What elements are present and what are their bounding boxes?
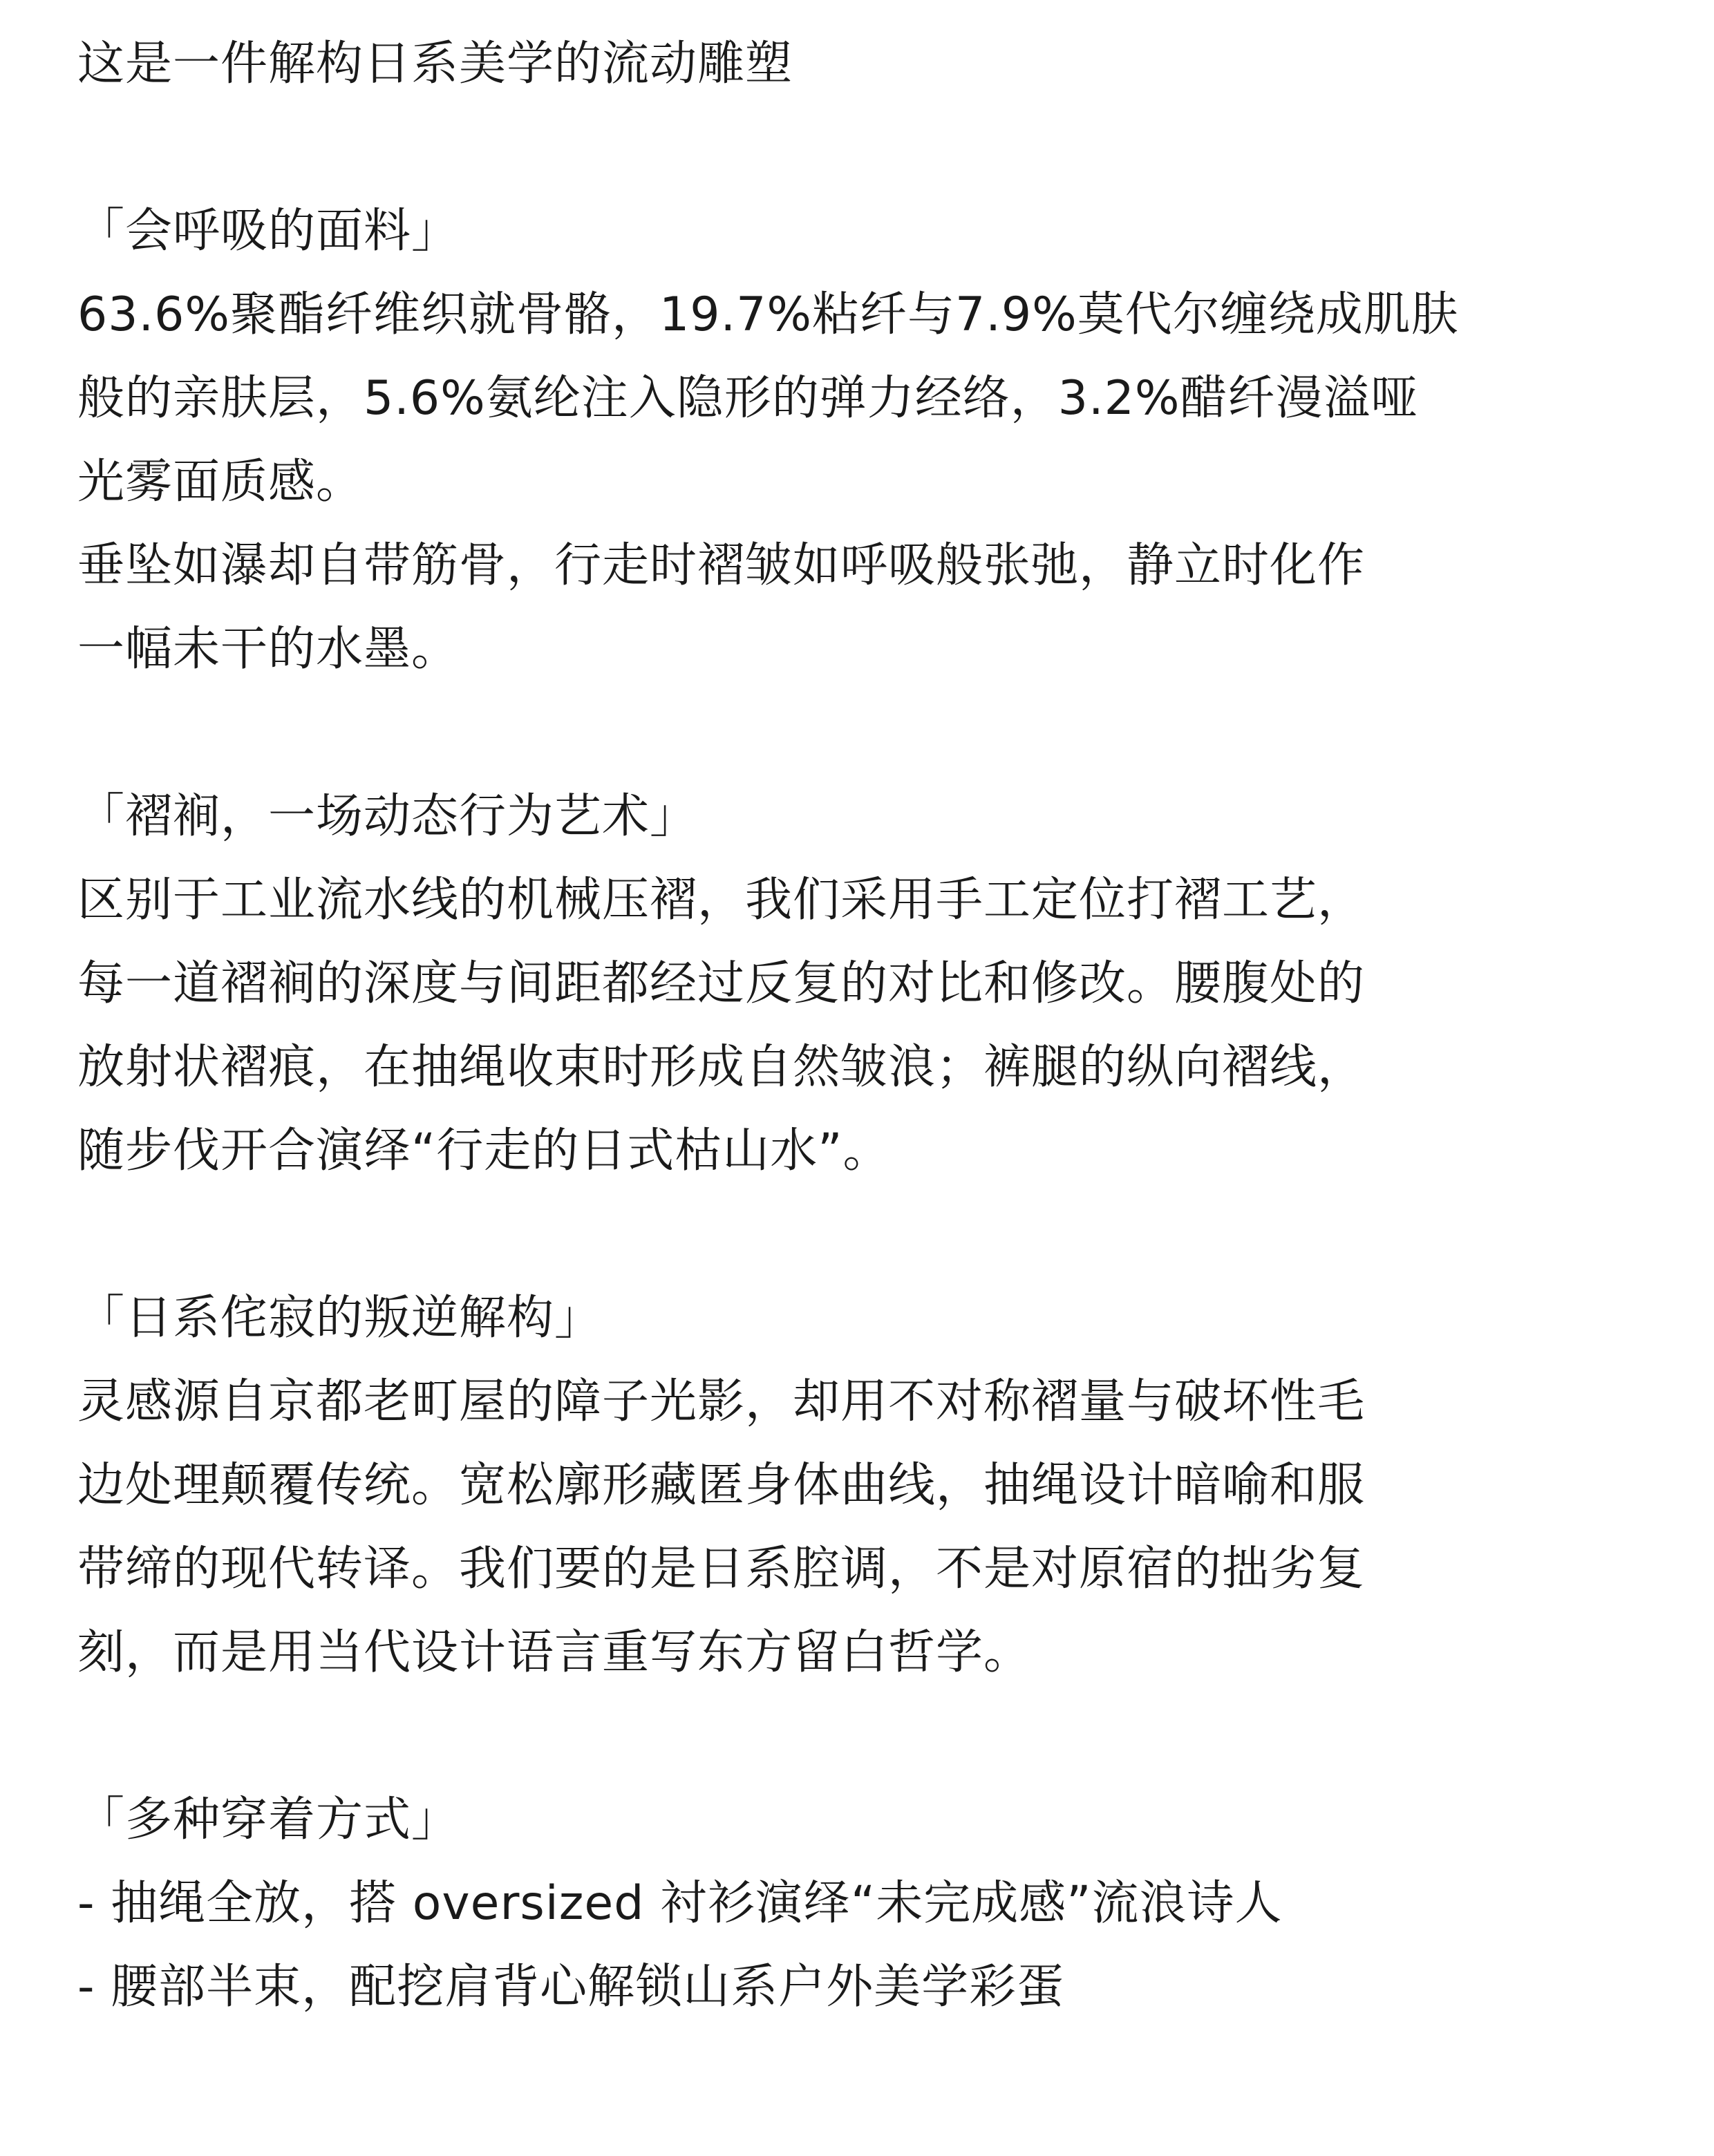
paragraph-line: 每一道褶裥的深度与间距都经过反复的对比和修改。腰腹处的 [77, 956, 1366, 1011]
list-item: - 抽绳全放，搭 oversized 衬衫演绎“未完成感”流浪诗人 [77, 1876, 1283, 1931]
spacer [77, 1694, 1714, 1778]
paragraph-line: 垂坠如瀑却自带筋骨，行走时褶皱如呼吸般张弛，静立时化作 [77, 538, 1366, 593]
spacer [77, 1193, 1714, 1276]
section-pleats [77, 775, 1714, 1193]
paragraph-line: 刻，而是用当代设计语言重写东方留白哲学。 [77, 1625, 1032, 1680]
document-title: 这是一件解构日系美学的流动雕塑 [77, 37, 793, 91]
spacer [77, 691, 1714, 775]
paragraph-line: 边处理颠覆传统。宽松廓形藏匿身体曲线，抽绳设计暗喻和服 [77, 1458, 1366, 1513]
section-heading: 「日系侘寂的叛逆解构」 [77, 1291, 603, 1345]
section-wearing-styles [77, 1778, 1714, 2029]
paragraph-line: 63.6%聚酯纤维织就骨骼，19.7%粘纤与7.9%莫代尔缠绕成肌肤 [77, 287, 1459, 342]
section-fabric [77, 189, 1714, 691]
section-heading: 「多种穿着方式」 [77, 1793, 460, 1847]
paragraph-line: 灵感源自京都老町屋的障子光影，却用不对称褶量与破坏性毛 [77, 1374, 1366, 1429]
paragraph-line: 带缔的现代转译。我们要的是日系腔调，不是对原宿的拙劣复 [77, 1542, 1366, 1596]
paragraph-line: 般的亲肤层，5.6%氨纶注入隐形的弹力经络，3.2%醋纤漫溢哑 [77, 371, 1419, 426]
paragraph-line: 区别于工业流水线的机械压褶，我们采用手工定位打褶工艺， [77, 873, 1366, 927]
section-heading: 「会呼吸的面料」 [77, 204, 460, 258]
paragraph-line: 光雾面质感。 [77, 455, 364, 509]
section-wabi-sabi [77, 1276, 1714, 1694]
paragraph-line: 随步伐开合演绎“行走的日式枯山水”。 [77, 1124, 891, 1178]
paragraph-line: 一幅未干的水墨。 [77, 622, 460, 677]
list-item: - 腰部半束，配挖肩背心解锁山系户外美学彩蛋 [77, 1960, 1065, 2014]
paragraph-line: 放射状褶痕，在抽绳收束时形成自然皱浪；裤腿的纵向褶线， [77, 1040, 1366, 1095]
spacer [77, 106, 1714, 189]
section-heading: 「褶裥，一场动态行为艺术」 [77, 789, 698, 844]
